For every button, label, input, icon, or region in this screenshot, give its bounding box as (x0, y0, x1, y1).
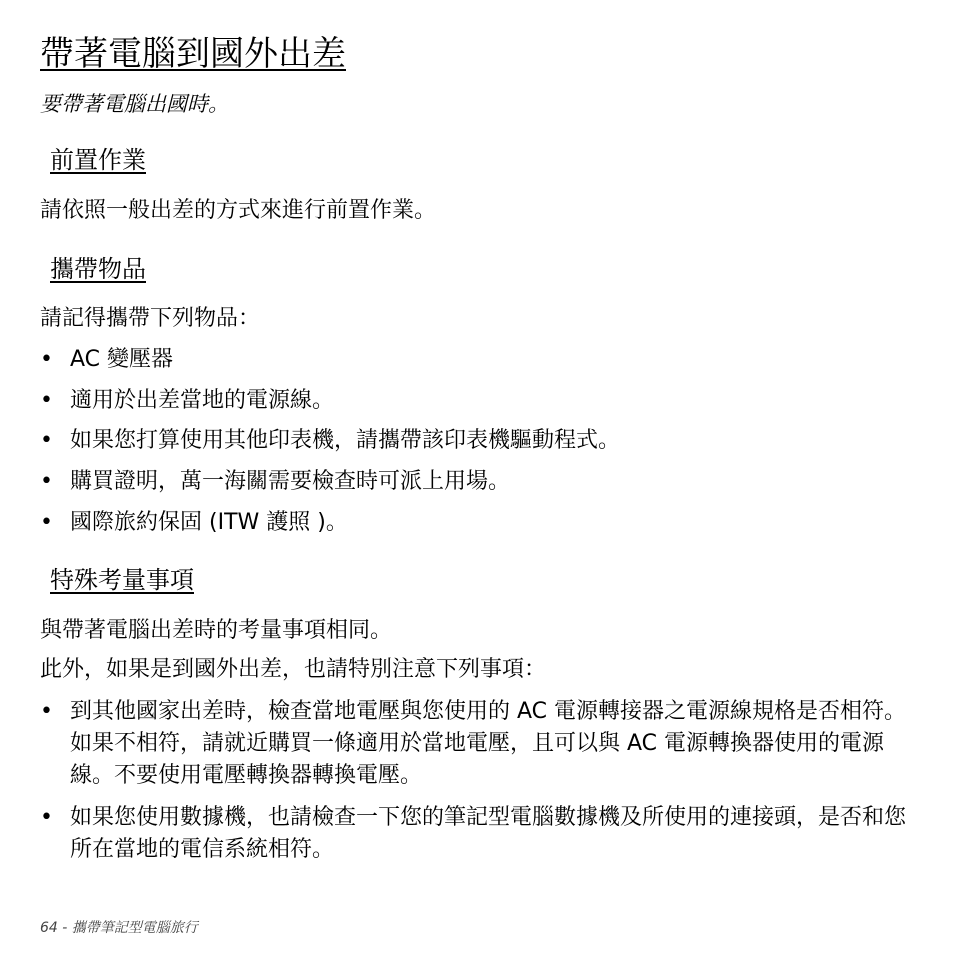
bullet-icon: • (40, 428, 53, 453)
list-item-text: 如果您打算使用其他印表機，請攜帶該印表機驅動程式。 (70, 428, 621, 453)
bullet-icon: • (40, 699, 53, 724)
list-item-text: 國際旅約保固 (ITW 護照 )。 (70, 510, 348, 535)
section-heading-special-considerations: 特殊考量事項 (50, 566, 194, 594)
section-heading-preparation: 前置作業 (50, 146, 146, 174)
page-title: 帶著電腦到國外出差 (40, 34, 346, 74)
bullet-icon: • (40, 469, 53, 494)
bullet-icon: • (40, 347, 53, 372)
page-subtitle: 要帶著電腦出國時。 (40, 92, 229, 116)
section-paragraph: 請記得攜帶下列物品： (40, 306, 261, 331)
section-paragraph: 此外，如果是到國外出差，也請特別注意下列事項： (40, 657, 547, 682)
list-item-text: 如果您使用數據機，也請檢查一下您的筆記型電腦數據機及所使用的連接頭，是否和您所在當地的電信系統相符。 (70, 805, 907, 862)
bullet-icon: • (40, 805, 53, 830)
page-footer: 64 - 攜帶筆記型電腦旅行 (40, 920, 198, 936)
section-heading-items: 攜帶物品 (50, 255, 146, 283)
list-item-text: 適用於出差當地的電源線。 (70, 388, 335, 413)
bullet-icon: • (40, 510, 53, 535)
list-item-text: 到其他國家出差時，檢查當地電壓與您使用的 AC 電源轉接器之電源線規格是否相符。如果不相符，請就近購買一條適用於當地電壓，且可以與 AC 電源轉換器使用的電源線。不要使用電壓轉換器轉換電壓。 (70, 699, 907, 788)
list-item-text: 購買證明，萬一海關需要檢查時可派上用場。 (70, 469, 511, 494)
list-item-text: AC 變壓器 (70, 347, 174, 372)
section-paragraph: 請依照一般出差的方式來進行前置作業。 (40, 198, 437, 223)
section-paragraph: 與帶著電腦出差時的考量事項相同。 (40, 618, 393, 643)
bullet-icon: • (40, 388, 53, 413)
